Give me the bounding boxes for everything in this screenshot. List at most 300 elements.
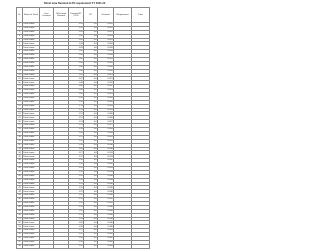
table-cell: 0.021 [98,77,114,81]
table-cell: Tehsil name [23,54,40,58]
table-cell: Tehsil name [23,38,40,42]
table-cell: Tehsil name [23,240,40,244]
table-cell: 0.022 [98,81,114,85]
table-cell: 0.042 [98,236,114,240]
table-cell: 1.29 [69,244,84,248]
table-cell: 1.04 [69,50,84,54]
table-cell: 1.21 [69,182,84,186]
table-cell: 13 [18,69,21,72]
table-cell: 1.09 [69,93,84,97]
table-cell: 1.17 [69,151,84,155]
table-cell: 1.04 [69,54,84,58]
table-cell: 0.0 [84,163,98,167]
table-cell: 0.0 [84,23,98,27]
table-cell: 0.036 [98,190,114,194]
table-cell: 52 [18,221,21,224]
table-cell: Tehsil name [23,26,40,30]
table-cell: 0.019 [98,58,114,62]
table-cell: Tehsil name [23,186,40,190]
table-cell: 8 [17,50,23,54]
table-cell: 0.026 [98,116,114,120]
table-cell: 1.10 [69,96,84,100]
table-cell: Tehsil name [23,65,40,69]
table-cell: 1.01 [69,26,84,30]
table-cell: 0.037 [98,201,114,205]
table-cell: 0.0 [84,61,98,65]
table-cell: Tehsil name [23,229,40,233]
table-cell: 0.0 [84,135,98,139]
table-cell: 0.024 [98,100,114,104]
table-cell: Tehsil name [23,151,40,155]
table-cell: 1.15 [69,135,84,139]
table-cell: 0.012 [98,26,114,30]
table-cell: Tehsil name [23,85,40,89]
table-cell: Tehsil name [23,174,40,178]
table-cell: Tehsil name [23,209,40,213]
table-cell: 0.030 [98,147,114,151]
column-header: Requirement [114,8,132,23]
table-cell: 0.024 [98,96,114,100]
table-cell: 0.0 [84,34,98,38]
table-cell: 1.06 [69,65,84,69]
table-cell: Tehsil name [23,205,40,209]
table-cell: 1.08 [69,85,84,89]
table-cell: 0.018 [98,50,114,54]
table-cell: 0.0 [84,54,98,58]
table-cell: 0.0 [84,73,98,77]
table-cell: 0.020 [98,65,114,69]
table-cell: 0.023 [98,89,114,93]
column-header: PO [84,8,98,23]
table-cell: 1.20 [69,174,84,178]
table-cell: 0.034 [98,178,114,182]
table-cell: 0.0 [84,143,98,147]
table-cell: 0.0 [84,50,98,54]
table-cell: 0.012 [98,30,114,34]
table-cell: Tehsil name [23,96,40,100]
table-cell: 28 [18,128,21,131]
table-cell: 1.01 [69,30,84,34]
column-header: Demand FY 21-22 [69,8,84,23]
table-cell: 0.015 [98,34,114,38]
table-cell: 34 [18,151,21,154]
table-cell: 0.0 [84,46,98,50]
table-cell: 1.13 [69,124,84,128]
table-cell: 40 [18,174,21,177]
column-header: Total [132,8,150,23]
table-cell: 0.0 [84,151,98,155]
table-cell: 21 [18,101,21,104]
table-cell: 5 [17,38,23,42]
table-cell: 16 [18,81,21,84]
table-cell: 0.0 [84,221,98,225]
table-cell: 0.0 [84,69,98,73]
table-cell: 0.016 [98,46,114,50]
table-cell: 1.07 [69,77,84,81]
table-cell: 1.16 [69,147,84,151]
table-cell: 12 [18,66,21,69]
table-cell: 1.19 [69,170,84,174]
table-cell: 0.039 [98,213,114,217]
table-cell: 0.026 [98,112,114,116]
table-cell: 1.23 [69,201,84,205]
data-table [16,7,150,249]
table-cell: Tehsil name [23,201,40,205]
table-cell: 0.0 [84,139,98,143]
table-cell: 0.0 [84,198,98,202]
table-cell: 17 [18,85,21,88]
sheet-title: Tehsil wise Demand & PO requirement FY 2021-22 [43,2,106,5]
table-cell: Tehsil name [23,116,40,120]
table-cell: 51 [18,217,21,220]
table-cell: 39 [18,171,21,174]
table-cell: 22 [18,104,21,107]
table-cell: 0.0 [84,131,98,135]
table-cell: 0.025 [98,104,114,108]
table-cell: Tehsil name [23,30,40,34]
table-cell: 50 [18,213,21,216]
table-cell: 0.0 [84,147,98,151]
table-cell: 0.0 [84,190,98,194]
table-cell: Tehsil name [23,69,40,73]
table-cell: 1.16 [69,143,84,147]
table-cell: 1.26 [69,225,84,229]
table-cell: 0.0 [84,236,98,240]
table-cell: 0.0 [84,77,98,81]
table-cell: 29 [18,132,21,135]
table-cell: 24 [18,112,21,115]
table-cell: 0.0 [84,81,98,85]
table-cell: 55 [18,233,21,236]
table-cell: 30 [18,136,21,139]
table-cell: 0.038 [98,209,114,213]
table-cell: 0.0 [84,178,98,182]
table-cell [114,244,132,248]
table-cell: 0.0 [84,100,98,104]
table-cell: 0.022 [98,85,114,89]
table-cell: 2 [17,26,23,30]
table-cell: Tehsil name [23,190,40,194]
table-cell [132,244,150,248]
table-cell: Tehsil name [23,89,40,93]
table-cell: Tehsil name [23,108,40,112]
table-cell: 20 [18,97,21,100]
table-cell: 1.22 [69,190,84,194]
table-cell: 54 [18,229,21,232]
table-cell: Tehsil name [23,182,40,186]
table-cell: 0.0 [84,201,98,205]
table-cell: Tehsil name [23,198,40,202]
table-cell: Tehsil name [23,93,40,97]
table-cell: 0.038 [98,205,114,209]
table-cell: 0.042 [98,240,114,244]
table-cell: Tehsil name [23,225,40,229]
table-cell: 1.09 [69,89,84,93]
table-cell: 0.0 [84,38,98,42]
table-cell: 0.0 [84,186,98,190]
table-cell: 1.24 [69,209,84,213]
table-cell: 0.0 [84,120,98,124]
table-cell: 0.012 [98,23,114,27]
table-cell: 1.27 [69,229,84,233]
table-cell: 0.0 [84,182,98,186]
table-cell: 1.13 [69,120,84,124]
column-header: Sr. [17,8,23,23]
table-cell: 1.10 [69,100,84,104]
table-cell: 7 [17,46,23,50]
table-cell: Tehsil name [23,217,40,221]
table-cell: Tehsil name [23,135,40,139]
table-cell: Tehsil name [23,100,40,104]
table-cell: 1 [17,23,23,27]
table-cell: 0.0 [84,166,98,170]
table-cell: 0.021 [98,73,114,77]
table-cell: 3 [17,30,23,34]
table-cell: 0.043 [98,244,114,248]
table-cell: 1.03 [69,42,84,46]
table-cell: Tehsil name [23,236,40,240]
table-cell: 25 [18,116,21,119]
table-cell: 1.17 [69,155,84,159]
table-cell: 0.0 [84,170,98,174]
table-cell: 0.0 [84,65,98,69]
table-cell: Tehsil name [23,34,40,38]
table-cell: 0.029 [98,139,114,143]
table-cell: 0.0 [84,217,98,221]
table-cell: Tehsil name [23,213,40,217]
table-cell: 56 [18,237,21,240]
table-cell: 35 [18,155,21,158]
table-cell: Tehsil name [23,170,40,174]
table-cell: 47 [18,202,21,205]
column-header: Tehsil wise Demand [54,8,69,23]
table-cell: 0.0 [84,155,98,159]
table-header-row [17,8,150,23]
table-cell: 1.22 [69,194,84,198]
table-body [17,23,150,249]
table-cell: Tehsil name [23,46,40,50]
table-cell: 0.0 [84,93,98,97]
table-cell: 0.041 [98,233,114,237]
table-cell: 33 [18,147,21,150]
table-cell: Tehsil name [23,77,40,81]
table-cell: Tehsil name [23,112,40,116]
table-cell: 0.0 [84,229,98,233]
table-cell: 0.0 [84,58,98,62]
table-cell: 0.040 [98,221,114,225]
table-cell: 1.28 [69,240,84,244]
table-cell: 1.03 [69,46,84,50]
table-cell: 0.034 [98,174,114,178]
table-cell: Tehsil name [23,143,40,147]
table-cell: 0.040 [98,225,114,229]
table-cell: 1.07 [69,73,84,77]
table-cell: 1.08 [69,81,84,85]
table-cell: Tehsil name [23,124,40,128]
table-cell: 18 [18,89,21,92]
table-cell: 0.019 [98,61,114,65]
table-cell: 0.023 [98,93,114,97]
table-cell: 1.18 [69,163,84,167]
table-cell: 0.030 [98,143,114,147]
table-cell: 0.029 [98,135,114,139]
table-cell: 0.035 [98,186,114,190]
table-cell: 44 [18,190,21,193]
table-cell: 14 [18,73,21,76]
table-cell: Tehsil name [23,50,40,54]
table-cell: 58 [18,245,21,247]
table-cell: Tehsil name [23,159,40,163]
table-cell: 0.0 [84,89,98,93]
table-cell: 0.0 [84,85,98,89]
table-cell: 0.031 [98,151,114,155]
column-header: Name of Tehsil [23,8,40,23]
table-cell: 0.031 [98,155,114,159]
table-cell: 0.032 [98,163,114,167]
table-cell: 0.0 [84,225,98,229]
table-cell: 9 [17,54,23,58]
table-cell: 1.24 [69,205,84,209]
table-cell: 41 [18,178,21,181]
table-cell: 0.0 [84,209,98,213]
table-cell: Tehsil name [23,23,40,27]
table-cell: 0.0 [84,108,98,112]
table-cell: 10 [18,58,21,61]
table-cell: 31 [18,139,21,142]
table-cell: 1.15 [69,139,84,143]
table-cell: 38 [18,167,21,170]
table-cell: 0.0 [84,96,98,100]
table-cell: Tehsil name [23,81,40,85]
table-cell: 0.0 [84,112,98,116]
table-cell: 4 [17,34,23,38]
table-cell: 42 [18,182,21,185]
table-cell: 1.23 [69,198,84,202]
table-cell: 1.12 [69,116,84,120]
table-cell: 0.0 [84,116,98,120]
table-cell: Tehsil name [23,194,40,198]
table-row [17,244,150,248]
table-cell [40,244,54,248]
table-cell: Tehsil name [23,61,40,65]
table-cell: Tehsil name [23,244,40,248]
table-cell: 0.0 [84,233,98,237]
table-cell: 0.041 [98,229,114,233]
table-cell: 0.0 [84,30,98,34]
table-cell: 0.027 [98,124,114,128]
table-cell: 0.027 [98,120,114,124]
column-header: Demand [98,8,114,23]
table-cell: 0.0 [84,42,98,46]
table-cell: 0.0 [84,194,98,198]
table-cell: 48 [18,206,21,209]
table-cell: 0.032 [98,159,114,163]
table-cell: 0.0 [84,124,98,128]
table-cell: Tehsil name [23,139,40,143]
table-cell: 1.19 [69,166,84,170]
table-cell: 43 [18,186,21,189]
table-cell: Tehsil name [23,221,40,225]
table-cell: Tehsil name [23,166,40,170]
table-cell: 1.05 [69,61,84,65]
table-cell: 1.02 [69,38,84,42]
table-cell: 1.28 [69,236,84,240]
table-cell: 0.0 [84,244,98,248]
table-cell: Tehsil name [23,120,40,124]
table-cell: 0.033 [98,166,114,170]
table-cell: 1.14 [69,131,84,135]
table-cell: 0.028 [98,131,114,135]
table-cell: 6 [17,42,23,46]
table-cell [54,244,69,248]
table-cell: Tehsil name [23,104,40,108]
table-cell: 0.0 [84,213,98,217]
table-cell: Tehsil name [23,42,40,46]
table-cell: 37 [18,163,21,166]
table-cell: 1.18 [69,159,84,163]
table-cell: Tehsil name [23,131,40,135]
table-cell: 0.0 [84,174,98,178]
table-cell: Tehsil name [23,147,40,151]
table-cell: 46 [18,198,21,201]
table-cell: 1.14 [69,128,84,132]
table-cell: Tehsil name [23,163,40,167]
table-cell: 15 [18,77,21,80]
table-cell: Tehsil name [23,128,40,132]
table-cell: 36 [18,159,21,162]
table-cell: 1.20 [69,178,84,182]
table-cell: Tehsil name [23,73,40,77]
table-cell: 0.016 [98,42,114,46]
table-cell: 1.06 [69,69,84,73]
table-cell: 1.05 [69,58,84,62]
table-cell: 0.0 [84,240,98,244]
table-cell: Tehsil name [23,233,40,237]
table-cell: Tehsil name [23,155,40,159]
table-cell: 57 [18,241,21,244]
table-cell: 0.0 [84,104,98,108]
table-cell: Tehsil name [23,178,40,182]
table-cell: 0.015 [98,38,114,42]
table-cell: 1.11 [69,104,84,108]
table-cell: 0.039 [98,217,114,221]
table-cell: 32 [18,143,21,146]
table-cell: 1.02 [69,34,84,38]
table-cell: 1.25 [69,213,84,217]
table-cell: 23 [18,108,21,111]
table-cell: 0.0 [84,128,98,132]
table-cell: 0.018 [98,54,114,58]
table-cell: 0.036 [98,194,114,198]
table-cell: 45 [18,194,21,197]
table-cell: 27 [18,124,21,127]
table-cell: 1.21 [69,186,84,190]
table-cell: 1.27 [69,233,84,237]
table-cell: 19 [18,93,21,96]
table-cell: 1.11 [69,108,84,112]
table-cell: 1.26 [69,221,84,225]
table-cell: 26 [18,120,21,123]
table-cell: 1.01 [69,23,84,27]
table-cell: 0.0 [84,205,98,209]
table-cell: 0.033 [98,170,114,174]
table-cell: 1.25 [69,217,84,221]
table-cell: 0.028 [98,128,114,132]
column-header: Cum. Demand [40,8,54,23]
table-cell: 1.12 [69,112,84,116]
table-cell: 0.0 [84,26,98,30]
table-cell: 0.0 [84,159,98,163]
